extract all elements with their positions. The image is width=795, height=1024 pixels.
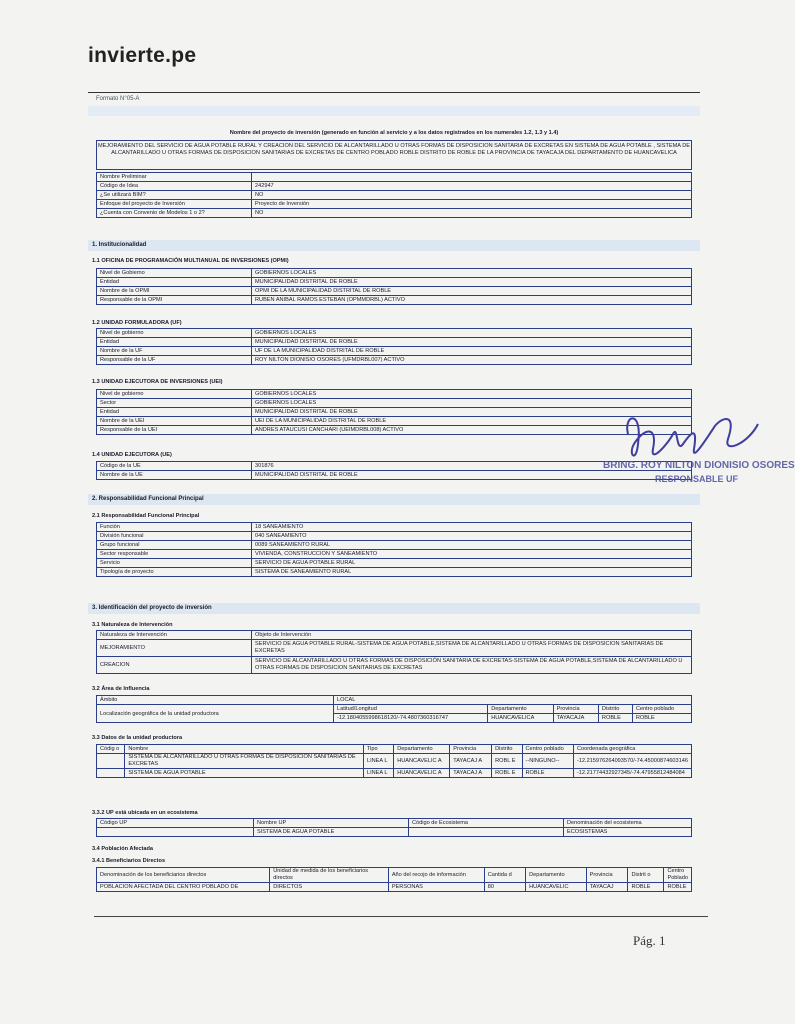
header-row — [97, 819, 692, 828]
cell: TAYACAJ A — [450, 754, 492, 769]
row-value: OPMI DE LA MUNICIPALIDAD DISTRITAL DE ROBLE — [252, 287, 692, 296]
row-label: Función — [97, 523, 252, 532]
column-header: Unidad de medida de los beneficiarios directos — [270, 868, 389, 883]
cell: HUANCAVELIC A — [394, 769, 450, 778]
beneficiarios-table — [96, 867, 692, 892]
cell: ROBLE — [664, 883, 692, 892]
column-header: Provincia — [553, 705, 598, 714]
cell: ROBL E — [492, 769, 522, 778]
cell: HUANCAVELIC A — [394, 754, 450, 769]
column-header: Naturaleza de Intervención — [97, 631, 252, 640]
table-row — [97, 191, 692, 200]
table-row — [97, 269, 692, 278]
cell: POBLACION AFECTADA DEL CENTRO POBLADO DE — [97, 883, 270, 892]
row-value: SERVICIO DE ALCANTARILLADO U OTRAS FORMAS DE DISPOSICIÓN SANITARIA DE EXCRETAS-SISTEMA DE AGUA POTABLE,SISTEMA DE ALCANTARILLADO U OTRAS FORMAS DE DISPOSICION SANITARIAS DE EXCRETAS — [252, 657, 692, 674]
table-row — [97, 278, 692, 287]
header-row — [97, 745, 692, 754]
table-row — [97, 347, 692, 356]
table-row — [97, 329, 692, 338]
cell: HUANCAVELIC — [526, 883, 587, 892]
column-header: Nombre UP — [254, 819, 409, 828]
row-label: ¿Cuenta con Convenio de Modelos 1 o 2? — [97, 209, 252, 218]
column-header: Distrit o — [628, 868, 664, 883]
datos-up-table — [96, 744, 692, 778]
status-band — [88, 106, 700, 116]
area-title: 3.2 Área de Influencia — [92, 686, 150, 692]
row-label: Entidad — [97, 338, 252, 347]
table-row — [97, 769, 692, 778]
column-header: Distrito — [492, 745, 522, 754]
form-sheet — [88, 92, 700, 912]
row-value: MUNICIPALIDAD DISTRITAL DE ROBLE — [252, 471, 692, 480]
row-value: SISTEMA DE SANEAMIENTO RURAL — [252, 568, 692, 577]
uei-title: 1.3 UNIDAD EJECUTORA DE INVERSIONES (UEI) — [92, 379, 223, 385]
row-value: GOBIERNOS LOCALES — [252, 269, 692, 278]
ambito-label: Ámbito — [97, 696, 334, 705]
opmi-table — [96, 268, 692, 305]
project-name: MEJORAMIENTO DEL SERVICIO DE AGUA POTABLE RURAL Y CREACION DEL SERVICIO DE ALCANTARILLADO U OTRAS FORMAS DE DISPOSICION SANITARIA DE EXCRETAS EN SISTEMA DE AGUA POTABLE , SISTEMA DE ALCANTARILLADO U OTRAS FORMAS DE DISPOSICION SANITARIAS DE EXCRETAS DE CENTRO POBLADO ROBLE DISTRITO DE ROBLE DE LA PROVINCIA DE TAYACAJA DEL DEPARTAMENTO DE HUANCAVELICA — [96, 140, 692, 170]
page-number: Pág. 1 — [633, 933, 666, 948]
cell: ROBL E — [492, 754, 522, 769]
general-table — [96, 172, 692, 218]
cell: ROBLE — [632, 714, 691, 723]
row-value: MUNICIPALIDAD DISTRITAL DE ROBLE — [252, 338, 692, 347]
table-row — [97, 532, 692, 541]
row-label: Sector — [97, 399, 252, 408]
cell: -12.1804055998618120/-74.4807360316747 — [334, 714, 488, 723]
row-label: Nivel de Gobierno — [97, 269, 252, 278]
cell: 80 — [484, 883, 525, 892]
row-value: GOBIERNOS LOCALES — [252, 329, 692, 338]
table-row — [97, 182, 692, 191]
row-label: Nombre Preliminar — [97, 173, 252, 182]
ambito-value: LOCAL — [334, 696, 692, 705]
row-value: UEI DE LA MUNICIPALIDAD DISTRITAL DE ROBLE — [252, 417, 692, 426]
row-value: RUBEN ANIBAL RAMOS ESTEBAN (OPMMDRBL) ACTIVO — [252, 296, 692, 305]
datos-up-title: 3.3 Datos de la unidad productora — [92, 735, 183, 741]
row-value: 301876 — [252, 462, 692, 471]
cell: LINEA L — [363, 754, 393, 769]
cell: -12.21774432927345/-74.47955812484084 — [573, 769, 691, 778]
cell — [409, 828, 564, 837]
table-row — [97, 356, 692, 365]
cell — [97, 754, 125, 769]
table-row — [97, 173, 692, 182]
resp-funcional-title: 2.1 Responsabilidad Funcional Principal — [92, 513, 200, 519]
row-value: NO — [252, 209, 692, 218]
beneficiarios-title: 3.4.1 Beneficiarios Directos — [92, 858, 166, 864]
table-row — [97, 828, 692, 837]
table-row — [97, 696, 692, 705]
row-label: ¿Se utilizará BIM? — [97, 191, 252, 200]
table-row — [97, 657, 692, 674]
table-row — [97, 296, 692, 305]
table-row — [97, 640, 692, 657]
ecosistema-title: 3.3.2 UP está ubicada en un ecosistema — [92, 810, 198, 816]
responsible-role: RESPONSABLE UF — [655, 474, 739, 484]
ecosistema-table — [96, 818, 692, 837]
table-row — [97, 200, 692, 209]
row-label: Entidad — [97, 408, 252, 417]
row-label: Nivel de gobierno — [97, 329, 252, 338]
column-header: Código de Ecosistema — [409, 819, 564, 828]
column-header: Centro poblado — [632, 705, 691, 714]
signature-icon — [598, 404, 768, 484]
cell: LINEA L — [363, 769, 393, 778]
row-label: Grupo funcional — [97, 541, 252, 550]
column-header: Año del recojo de información — [388, 868, 484, 883]
cell: ROBLE — [628, 883, 664, 892]
column-header: Departamento — [526, 868, 587, 883]
section-2-title: 2. Responsabilidad Funcional Principal — [88, 494, 700, 505]
row-label: Servicio — [97, 559, 252, 568]
table-row — [97, 550, 692, 559]
section-1-title: 1. Institucionalidad — [88, 240, 700, 251]
column-header: Provincia — [586, 868, 628, 883]
column-header: Denominación de los beneficiarios directos — [97, 868, 270, 883]
column-header: Denominación del ecosistema — [564, 819, 692, 828]
column-header: Objeto de Intervención — [252, 631, 692, 640]
row-label: Código de la UE — [97, 462, 252, 471]
invierte-logo: invierte.pe — [88, 44, 197, 67]
area-table — [96, 695, 692, 723]
row-label: Nombre de la UF — [97, 347, 252, 356]
row-value: UF DE LA MUNICIPALIDAD DISTRITAL DE ROBLE — [252, 347, 692, 356]
table-row — [97, 523, 692, 532]
responsible-stamp: BRING. ROY NILTON DIONISIO OSORES — [603, 460, 795, 471]
cell: -12.215976264093570/-74.45000874603146 — [573, 754, 691, 769]
row-label: Nombre de la UEI — [97, 417, 252, 426]
row-label: Enfoque del proyecto de Inversión — [97, 200, 252, 209]
column-header: Códig o — [97, 745, 125, 754]
row-label: División funcional — [97, 532, 252, 541]
table-row — [97, 883, 692, 892]
header-row — [97, 868, 692, 883]
row-value: 242947 — [252, 182, 692, 191]
row-value: SERVICIO DE AGUA POTABLE RURAL — [252, 559, 692, 568]
ue-title: 1.4 UNIDAD EJECUTORA (UE) — [92, 452, 172, 458]
formato-label: Formato N°05-A — [96, 96, 140, 102]
uf-table — [96, 328, 692, 365]
column-header: Latitud/Longitud — [334, 705, 488, 714]
cell: HUANCAVELICA — [488, 714, 553, 723]
row-value: ROY NILTON DIONISIO OSORES (UFMDRBL007) ACTIVO — [252, 356, 692, 365]
cell: SISTEMA DE AGUA POTABLE — [125, 769, 364, 778]
project-name-header: Nombre del proyecto de inversión (generado en función al servicio y a los datos registrados en los numerales 1.2, 1.3 y 1.4) — [229, 130, 559, 136]
cell: TAYACAJA — [553, 714, 598, 723]
row-value: ANDRES ATAUCUSI CANCHARI (UEIMDRBL008) ACTIVO — [252, 426, 692, 435]
table-row — [97, 568, 692, 577]
row-label: CREACION — [97, 657, 252, 674]
row-label: Nombre de la UE — [97, 471, 252, 480]
cell — [97, 828, 254, 837]
cell: ECOSISTEMAS — [564, 828, 692, 837]
column-header: Distrito — [598, 705, 632, 714]
row-label: Responsable de la UEI — [97, 426, 252, 435]
table-row — [97, 338, 692, 347]
row-value: MUNICIPALIDAD DISTRITAL DE ROBLE — [252, 408, 692, 417]
poblacion-title: 3.4 Población Afectada — [92, 846, 154, 852]
row-label: Código de Idea — [97, 182, 252, 191]
row-value: 040 SANEAMIENTO — [252, 532, 692, 541]
row-label: MEJORAMIENTO — [97, 640, 252, 657]
row-label: Nivel de gobierno — [97, 390, 252, 399]
row-value: GOBIERNOS LOCALES — [252, 390, 692, 399]
column-header: Coordenada geográfica — [573, 745, 691, 754]
column-header: Código UP — [97, 819, 254, 828]
column-header: Centro Poblado — [664, 868, 692, 883]
column-header: Departamento — [488, 705, 553, 714]
uf-title: 1.2 UNIDAD FORMULADORA (UF) — [92, 320, 182, 326]
column-header: Centro poblado — [522, 745, 573, 754]
cell: TAYACAJ — [586, 883, 628, 892]
table-row — [97, 390, 692, 399]
row-label: Responsable de la OPMI — [97, 296, 252, 305]
row-value — [252, 173, 692, 182]
row-label: Entidad — [97, 278, 252, 287]
row-value: MUNICIPALIDAD DISTRITAL DE ROBLE — [252, 278, 692, 287]
resp-funcional-table — [96, 522, 692, 577]
cell: ROBLE — [522, 769, 573, 778]
row-value: SERVICIO DE AGUA POTABLE RURAL-SISTEMA DE AGUA POTABLE,SISTEMA DE ALCANTARILLADO U OTRAS FORMAS DE DISPOSICION SANITARIAS DE EXCRETAS — [252, 640, 692, 657]
section-3-title: 3. Identificación del proyecto de inversión — [88, 603, 700, 614]
table-row — [97, 559, 692, 568]
row-label: Tipología de proyecto — [97, 568, 252, 577]
row-value: NO — [252, 191, 692, 200]
bottom-rule — [94, 916, 708, 917]
naturaleza-title: 3.1 Naturaleza de Intervención — [92, 622, 173, 628]
cell: ROBLE — [598, 714, 632, 723]
cell: --NINGUNO-- — [522, 754, 573, 769]
cell: TAYACAJ A — [450, 769, 492, 778]
table-row — [97, 541, 692, 550]
naturaleza-table — [96, 630, 692, 674]
row-value: 18 SANEAMIENTO — [252, 523, 692, 532]
column-header: Provincia — [450, 745, 492, 754]
cell: SISTEMA DE ALCANTARILLADO U OTRAS FORMAS DE DISPOSICION SANITARIAS DE EXCRETAS — [125, 754, 364, 769]
cell: PERSONAS — [388, 883, 484, 892]
header-row — [97, 631, 692, 640]
opmi-title: 1.1 OFICINA DE PROGRAMACIÓN MULTIANUAL DE INVERSIONES (OPMI) — [92, 258, 289, 264]
column-header: Cantida d — [484, 868, 525, 883]
row-value: GOBIERNOS LOCALES — [252, 399, 692, 408]
table-row — [97, 754, 692, 769]
column-header: Nombre — [125, 745, 364, 754]
row-value: VIVIENDA, CONSTRUCCION Y SANEAMIENTO — [252, 550, 692, 559]
top-rule — [88, 92, 700, 93]
localizacion-label: Localización geográfica de la unidad productora — [97, 705, 334, 723]
header-row — [97, 705, 692, 714]
row-label: Nombre de la OPMI — [97, 287, 252, 296]
table-row — [97, 287, 692, 296]
table-row — [97, 209, 692, 218]
row-label: Responsable de la UF — [97, 356, 252, 365]
column-header: Tipo — [363, 745, 393, 754]
cell: DIRECTOS — [270, 883, 389, 892]
row-value: 0089 SANEAMIENTO RURAL — [252, 541, 692, 550]
column-header: Departamento — [394, 745, 450, 754]
row-label: Sector responsable — [97, 550, 252, 559]
cell — [97, 769, 125, 778]
row-value: Proyecto de Inversión — [252, 200, 692, 209]
cell: SISTEMA DE AGUA POTABLE — [254, 828, 409, 837]
